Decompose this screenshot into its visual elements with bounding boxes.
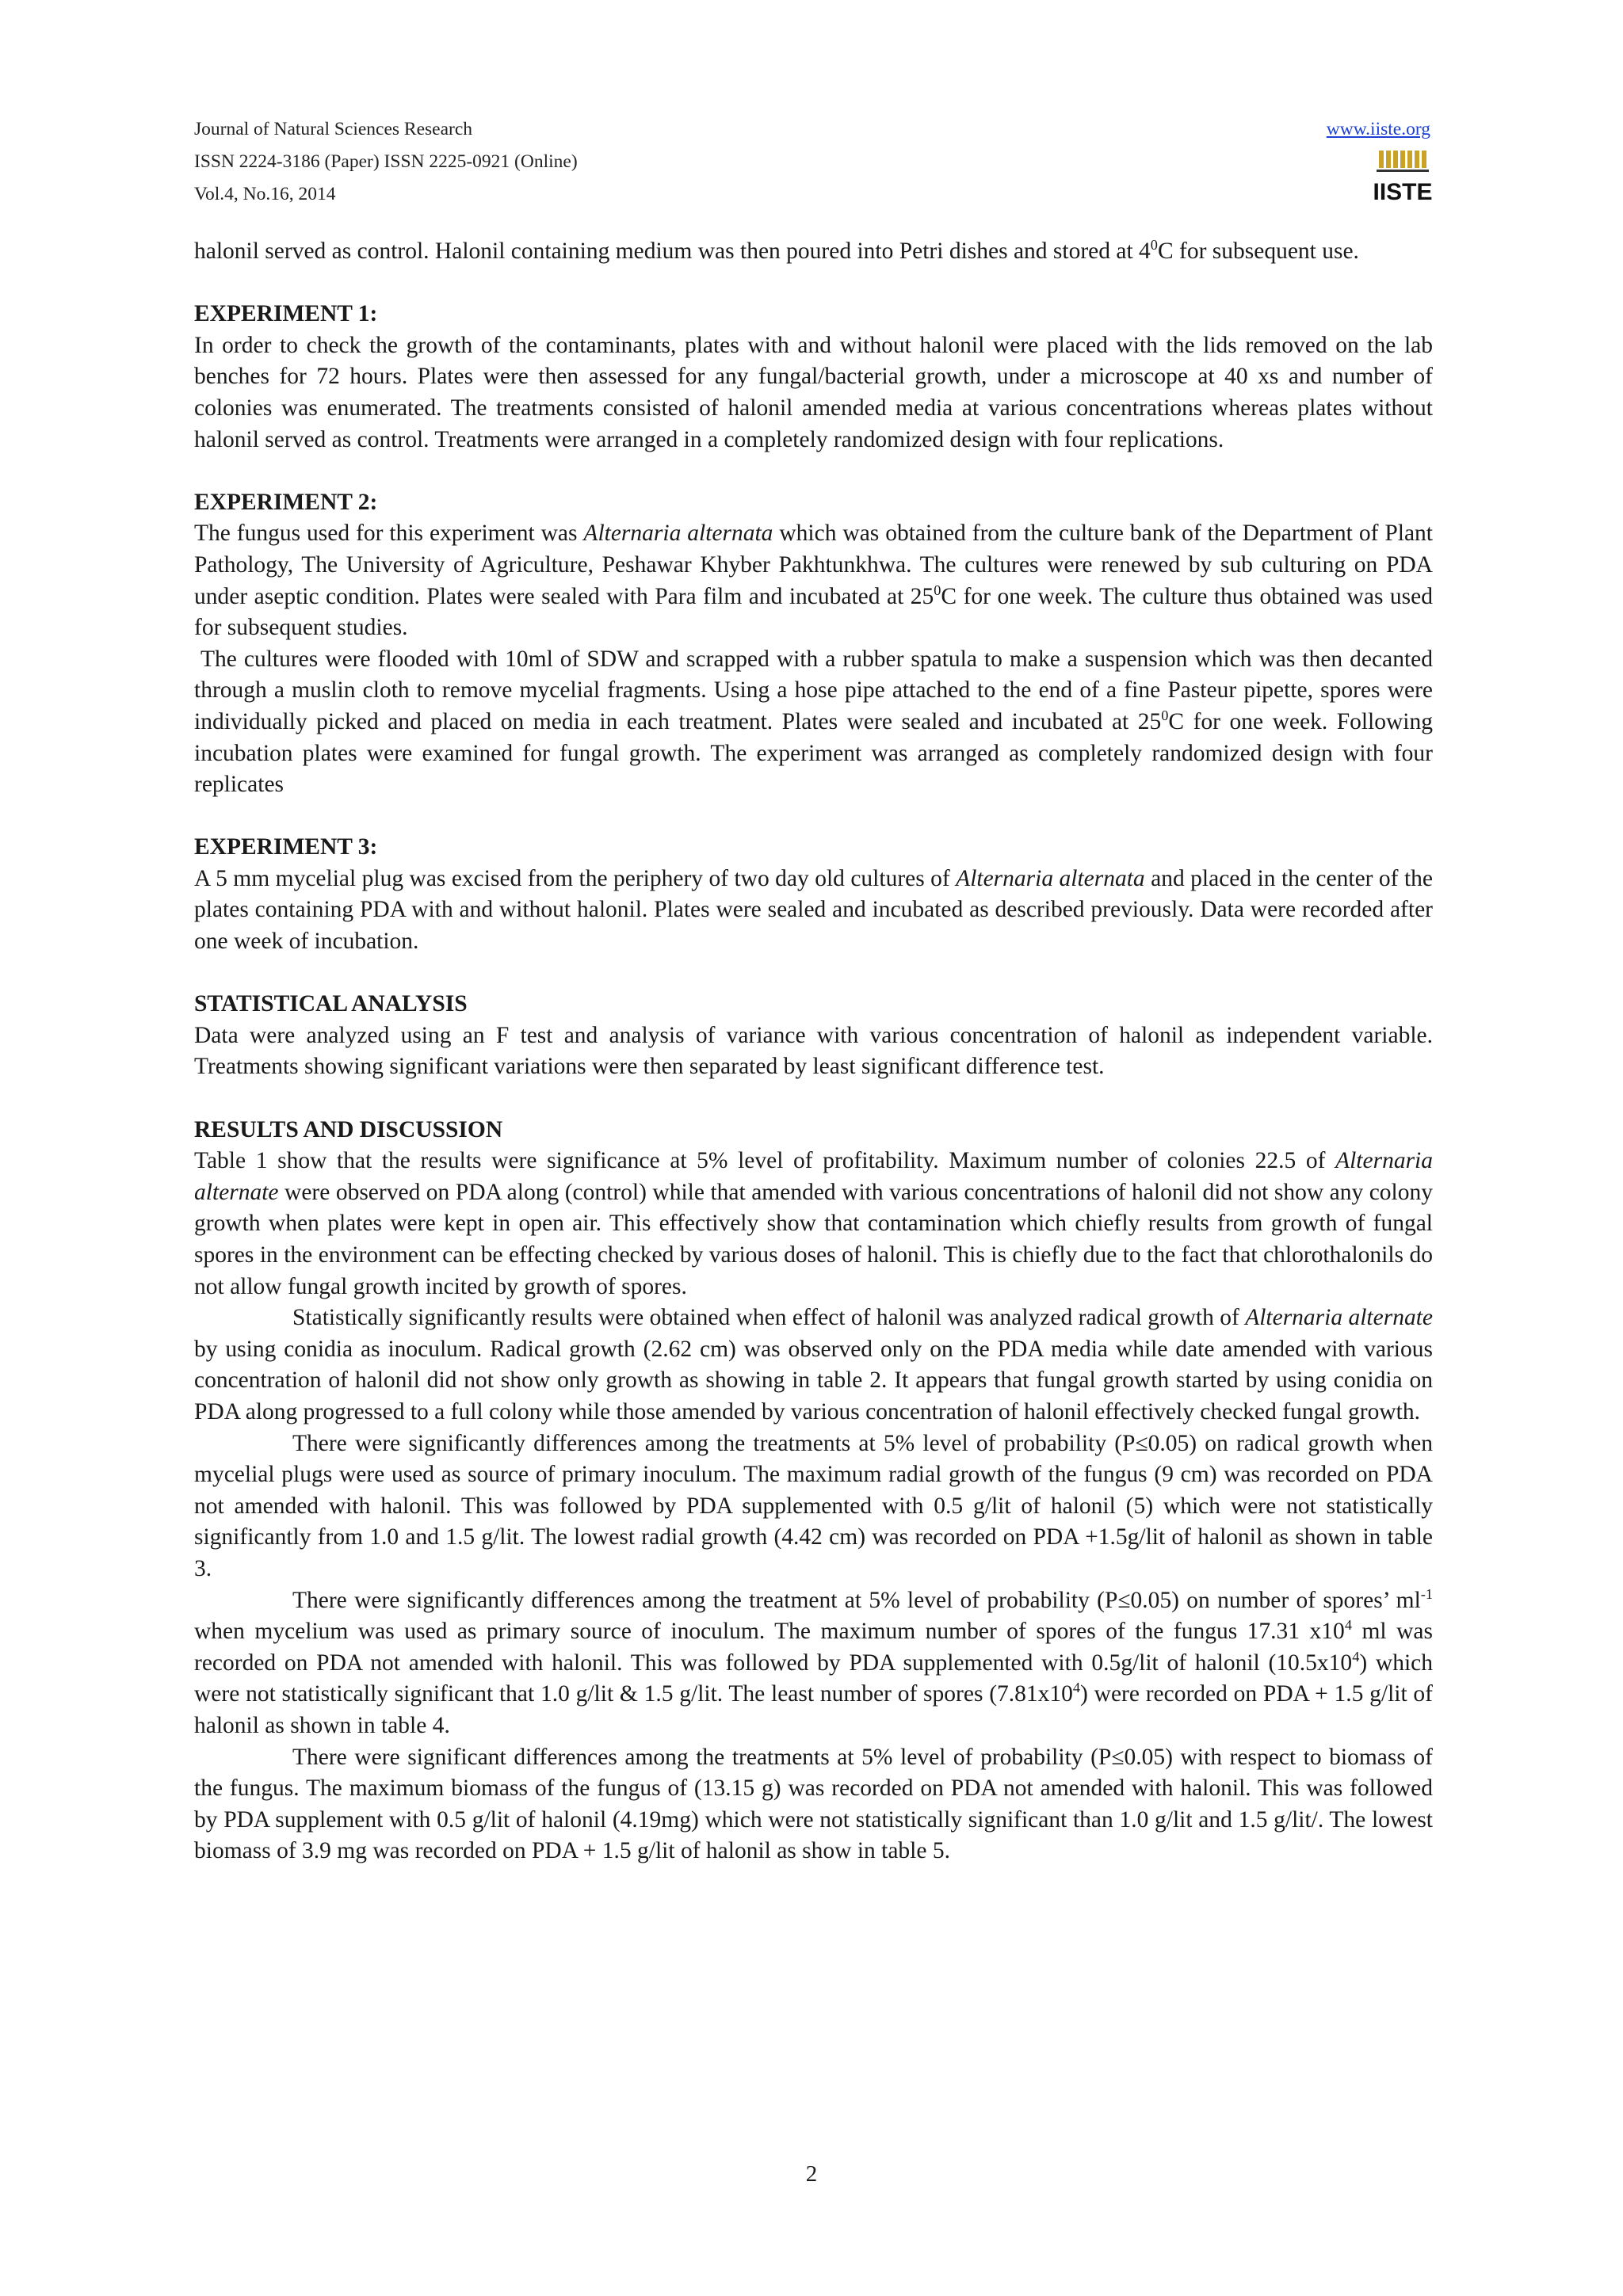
statistical-analysis-paragraph: Data were analyzed using an F test and analysis of variance with various concentration of halonil as independent variable. Treatments showing significant variations were then separated by least significant difference test. [194, 1022, 1433, 1080]
article-body [194, 236, 1433, 1867]
experiment-2-paragraph-2: The cultures were flooded with 10ml of SDW and scrapped with a rubber spatula to make a suspension which was then decanted through a muslin cloth to remove mycelial fragments. Using a hose pipe attached to the end of a fine Pasteur pipette, spores were individually picked and placed on media in each treatment. Plates were sealed and incubated at $25^0C$ for one week. Following incubation plates were examined for fungal growth. The experiment was arranged as completely randomized design with four replicates [194, 646, 1433, 798]
page-header [194, 113, 1433, 208]
experiment-1-paragraph: In order to check the growth of the contaminants, plates with and without halonil were placed with the lids removed on the lab benches for 72 hours. Plates were then assessed for any fungal/bacterial growth, under a microscope at 40 xs and number of colonies was enumerated. The treatments consisted of halonil amended media at various concentrations whereas plates without halonil served as control. Treatments were arranged in a completely randomized design with four replications. [194, 332, 1433, 452]
page-number: 2 [805, 2161, 818, 2187]
results-paragraph-4: There were significantly differences among the treatment at 5% level of probability (P≤0.05) on number of spores’ $ml^{-1}$ when mycelium was used as primary source of inoculum. The maximum number of spores of the fungus 17.31 $x10^4$ ml was recorded on PDA not amended with halonil. This was followed by PDA supplemented with 0.5g/lit of halonil $(10.5x10^4)$ which were not statistically significant that 1.0 g/lit & 1.5 g/lit. The least number of spores $(7.81x10^4)$ were recorded on PDA + 1.5 g/lit of halonil as shown in table 4. [194, 1585, 1433, 1738]
journal-volume: Vol.4, No.16, 2014 [194, 184, 336, 204]
intro-paragraph: halonil served as control. Halonil containing medium was then poured into Petri dishes and stored at $4^0C$ for subsequent use. [194, 237, 1359, 264]
experiment-3-paragraph: A 5 mm mycelial plug was excised from the periphery of two day old cultures of Alternaria alternata and placed in the center of the plates containing PDA with and without halonil. Plates were sealed and incubated as described previously. Data were recorded after one week of incubation. [194, 865, 1433, 955]
experiment-2-heading: EXPERIMENT 2: [194, 489, 378, 515]
experiment-3-heading: EXPERIMENT 3: [194, 834, 378, 860]
results-paragraph-5: There were significant differences among the treatments at 5% level of probability (P≤0.05) with respect to biomass of the fungus. The maximum biomass of the fungus of (13.15 g) was recorded on PDA not amended with halonil. This was followed by PDA supplement with 0.5 g/lit of halonil (4.19mg) which were not statistically significant than 1.0 g/lit and 1.5 g/lit/. The lowest biomass of 3.9 mg was recorded on PDA + 1.5 g/lit of halonil as show in table 5. [194, 1744, 1433, 1864]
journal-name: Journal of Natural Sciences Research [194, 119, 473, 139]
results-paragraph-3: There were significantly differences among the treatments at 5% level of probability (P≤0.05) on radical growth when mycelial plugs were used as source of primary inoculum. The maximum radial growth of the fungus (9 cm) was recorded on PDA not amended with halonil. This was followed by PDA supplemented with 0.5 g/lit of halonil (5) which were not statistically significantly from 1.0 and 1.5 g/lit. The lowest radial growth (4.42 cm) was recorded on PDA +1.5g/lit of halonil as shown in table 3. [194, 1430, 1433, 1581]
iiste-logo [1373, 147, 1433, 205]
svg-text:IISTE: IISTE [1373, 179, 1433, 205]
results-paragraph-1: Table 1 show that the results were significance at 5% level of profitability. Maximum number of colonies 22.5 of Alternaria alternate were observed on PDA along (control) while that amended with various concentrations of halonil did not show any colony growth when plates were kept in open air. This effectively show that contamination which chiefly results from growth of fungal spores in the environment can be effecting checked by various doses of halonil. This is chiefly due to the fact that chlorothalonils do not allow fungal growth incited by growth of spores. [194, 1148, 1433, 1299]
journal-issn: ISSN 2224-3186 (Paper) ISSN 2225-0921 (Online) [194, 151, 578, 172]
experiment-2-paragraph-1: The fungus used for this experiment was Alternaria alternata which was obtained from the culture bank of the Department of Plant Pathology, The University of Agriculture, Peshawar Khyber Pakhtunkhwa. The cultures were renewed by sub culturing on PDA under aseptic condition. Plates were sealed with Para film and incubated at $25^0C$ for one week. The culture thus obtained was used for subsequent studies. [194, 521, 1433, 641]
results-heading: RESULTS AND DISCUSSION [194, 1116, 503, 1142]
results-paragraph-2: Statistically significantly results were obtained when effect of halonil was analyzed radical growth of Alternaria alternate by using conidia as inoculum. Radical growth (2.62 cm) was observed only on the PDA media while date amended with various concentration of halonil did not show only growth as showing in table 2. It appears that fungal growth started by using conidia on PDA along progressed to a full colony while those amended by various concentration of halonil effectively checked fungal growth. [194, 1305, 1433, 1425]
statistical-analysis-heading: STATISTICAL ANALYSIS [194, 991, 468, 1017]
journal-url-link[interactable]: www.iiste.org [1326, 119, 1430, 139]
experiment-1-heading: EXPERIMENT 1: [194, 301, 378, 327]
